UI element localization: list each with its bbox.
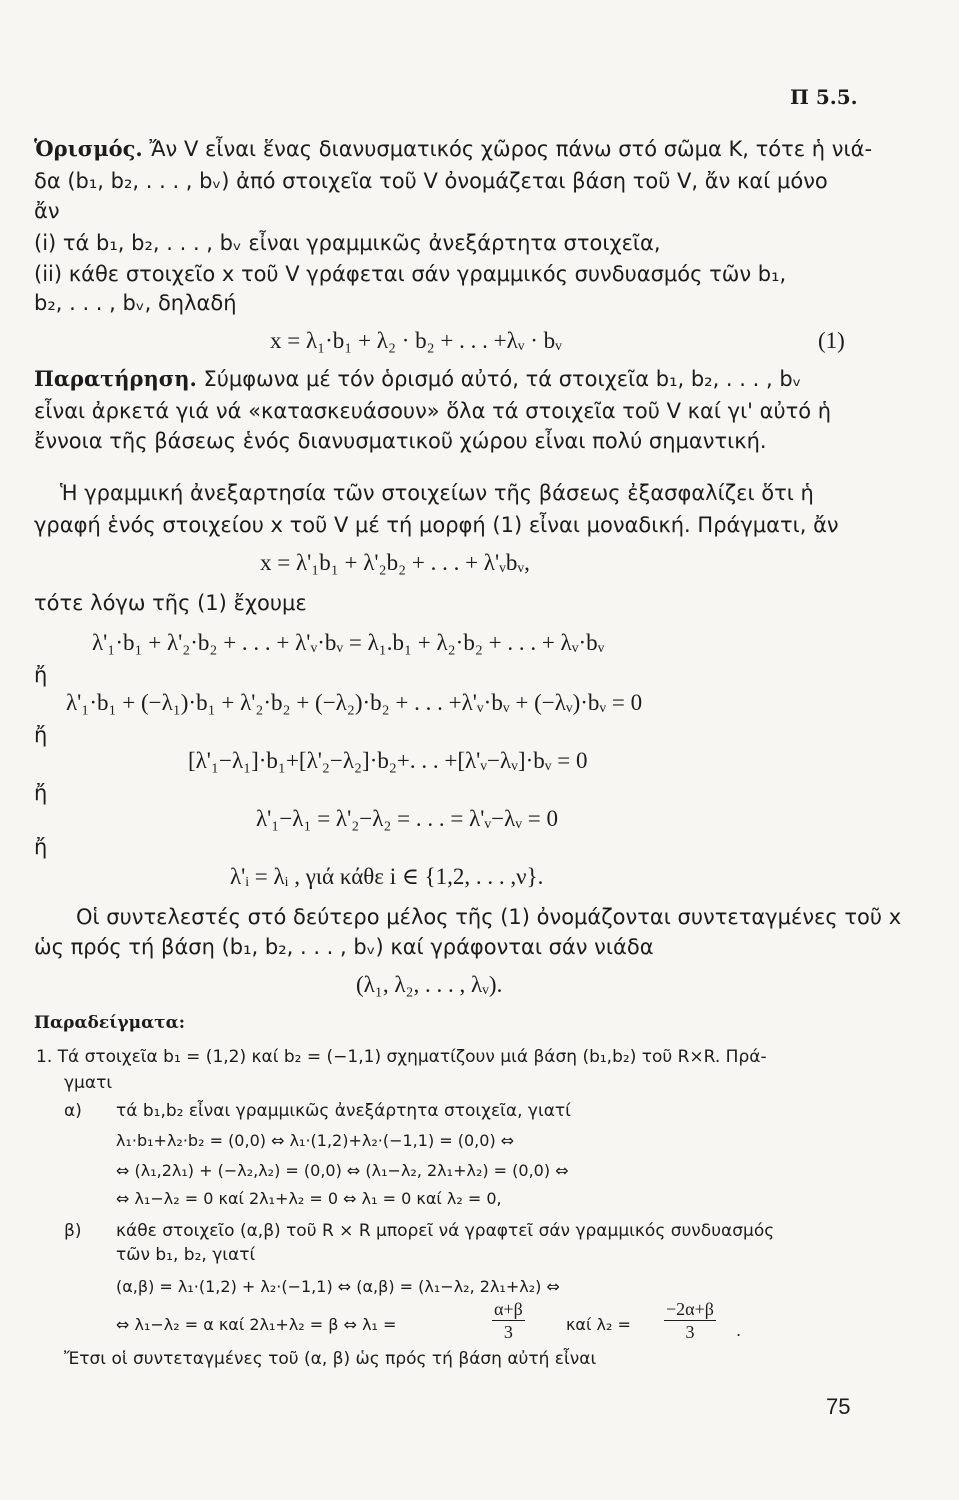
or-4: ἤ [34,835,48,859]
fraction-lambda-1-numerator: α+β [494,1299,523,1319]
definition-line-3: ἄν [34,199,60,223]
equation-f: λ'ᵢ = λᵢ , γιά κάθε i ∈ {1,2, . . . ,ν}. [230,864,544,889]
equation-d: [λ'₁−λ₁]·b₁+[λ'₂−λ₂]·b₂+. . . +[λ'ᵥ−λᵥ]·bᵥ = 0 [188,748,588,773]
part-a-text: τά b₁,b₂ εἶναι γραμμικῶς ἀνεξάρτητα στοιχεῖα, γιατί [116,1101,571,1121]
examples-label: Παραδείγματα: [34,1013,185,1033]
equation-1-label: (1) [818,328,845,353]
fraction-lambda-2-numerator: −2α+β [666,1299,714,1319]
or-2: ἤ [34,723,48,747]
uniqueness-line-3: τότε λόγω τῆς (1) ἔχουμε [34,591,307,615]
equation-c: λ'₁·b₁ + (−λ₁)·b₁ + λ'₂·b₂ + (−λ₂)·b₂ + . . . +λ'ᵥ·bᵥ + (−λᵥ)·bᵥ = 0 [66,690,643,715]
remark-text-1: Σύμφωνα μέ τόν ὁρισμό αὐτό, τά στοιχεῖα b₁, b₂, . . . , bᵥ [203,367,802,391]
definition-item-ii: (ii) κάθε στοιχεῖο x τοῦ V γράφεται σάν γραμμικός συνδυασμός τῶν b₁, [34,262,787,286]
part-b-equation-2-end: . [736,1321,742,1340]
definition-text-1: Ἄν V εἶναι ἕνας διανυσματικός χῶρος πάνω στό σῶμα K, τότε ἡ νιά- [149,137,873,161]
part-b-text-2: τῶν b₁, b₂, γιατί [116,1245,256,1265]
or-3: ἤ [34,781,48,805]
part-b-equation-2-left: ⇔ λ₁−λ₂ = α καί 2λ₁+λ₂ = β ⇔ λ₁ = [116,1315,397,1334]
page-number: 75 [826,1394,851,1419]
part-a-equation-3: ⇔ λ₁−λ₂ = 0 καί 2λ₁+λ₂ = 0 ⇔ λ₁ = 0 καί λ₂ = 0, [116,1189,502,1208]
definition-label: Ὁρισμός. [34,136,143,161]
definition-line-1 [34,136,872,162]
part-b-equation-2-mid: καί λ₂ = [566,1315,631,1334]
equation-1: x = λ₁·b₁ + λ₂ · b₂ + . . . +λᵥ · bᵥ [270,328,562,353]
remark-line-3: ἔννοια τῆς βάσεως ἑνός διανυσματικοῦ χώρου εἶναι πολύ σημαντική. [34,429,767,453]
uniqueness-line-5: ὡς πρός τή βάση (b₁, b₂, . . . , bᵥ) καί γράφονται σάν νιάδα [34,935,654,959]
definition-line-2: δα (b₁, b₂, . . . , bᵥ) ἀπό στοιχεῖα τοῦ V ὀνομάζεται βάση τοῦ V, ἄν καί μόνο [34,169,828,193]
part-b-equation-1: (α,β) = λ₁·(1,2) + λ₂·(−1,1) ⇔ (α,β) = (λ₁−λ₂, 2λ₁+λ₂) ⇔ [116,1277,560,1296]
uniqueness-line-4: Οἱ συντελεστές στό δεύτερο μέλος τῆς (1) ὀνομάζονται συντεταγμένες τοῦ x [76,905,902,929]
fraction-lambda-2-denominator: 3 [685,1322,695,1342]
uniqueness-line-2: γραφή ἑνός στοιχείου x τοῦ V μέ τή μορφή (1) εἶναι μοναδική. Πράγματι, ἄν [34,513,839,537]
part-a-equation-1: λ₁·b₁+λ₂·b₂ = (0,0) ⇔ λ₁·(1,2)+λ₂·(−1,1) = (0,0) ⇔ [116,1131,515,1150]
equation-e: λ'₁−λ₁ = λ'₂−λ₂ = . . . = λ'ᵥ−λᵥ = 0 [256,806,558,831]
part-a-equation-2: ⇔ (λ₁,2λ₁) + (−λ₂,λ₂) = (0,0) ⇔ (λ₁−λ₂, 2λ₁+λ₂) = (0,0) ⇔ [116,1161,569,1180]
equation-b: λ'₁·b₁ + λ'₂·b₂ + . . . + λ'ᵥ·bᵥ = λ₁.b₁ + λ₂·b₂ + . . . + λᵥ·bᵥ [92,630,605,655]
fraction-lambda-2 [664,1298,716,1343]
example-1-line-2: γματι [64,1073,113,1093]
closing-line: Ἔτσι οἱ συντεταγμένες τοῦ (α, β) ὡς πρός τή βάση αὐτή εἶναι [64,1349,597,1369]
uniqueness-line-1: Ἡ γραμμική ἀνεξαρτησία τῶν στοιχείων τῆς βάσεως ἐξασφαλίζει ὅτι ἡ [60,481,814,505]
remark-label: Παρατήρηση. [34,366,197,391]
or-1: ἤ [34,663,48,687]
part-b-label: β) [64,1221,82,1241]
equation-a: x = λ'₁b₁ + λ'₂b₂ + . . . + λ'ᵥbᵥ, [260,550,530,575]
example-1-line-1: 1. Τά στοιχεῖα b₁ = (1,2) καί b₂ = (−1,1) σχηματίζουν μιά βάση (b₁,b₂) τοῦ R×R. Πρά- [36,1047,767,1067]
part-b-text-1: κάθε στοιχεῖο (α,β) τοῦ R × R μπορεῖ νά γραφτεῖ σάν γραμμικός συνδυασμός [116,1221,775,1241]
remark-line-1 [34,366,801,392]
section-header: Π 5.5. [790,85,858,109]
equation-g: (λ₁, λ₂, . . . , λᵥ). [356,972,503,997]
definition-item-i: (i) τά b₁, b₂, . . . , bᵥ εἶναι γραμμικῶς ἀνεξάρτητα στοιχεῖα, [34,231,661,255]
part-a-label: α) [64,1101,82,1121]
fraction-lambda-1-denominator: 3 [503,1322,513,1342]
definition-item-ii-cont: b₂, . . . , bᵥ, δηλαδή [34,291,237,315]
fraction-lambda-1 [492,1298,525,1343]
remark-line-2: εἶναι ἀρκετά γιά νά «κατασκευάσουν» ὅλα τά στοιχεῖα τοῦ V καί γι' αὐτό ἡ [34,399,832,423]
